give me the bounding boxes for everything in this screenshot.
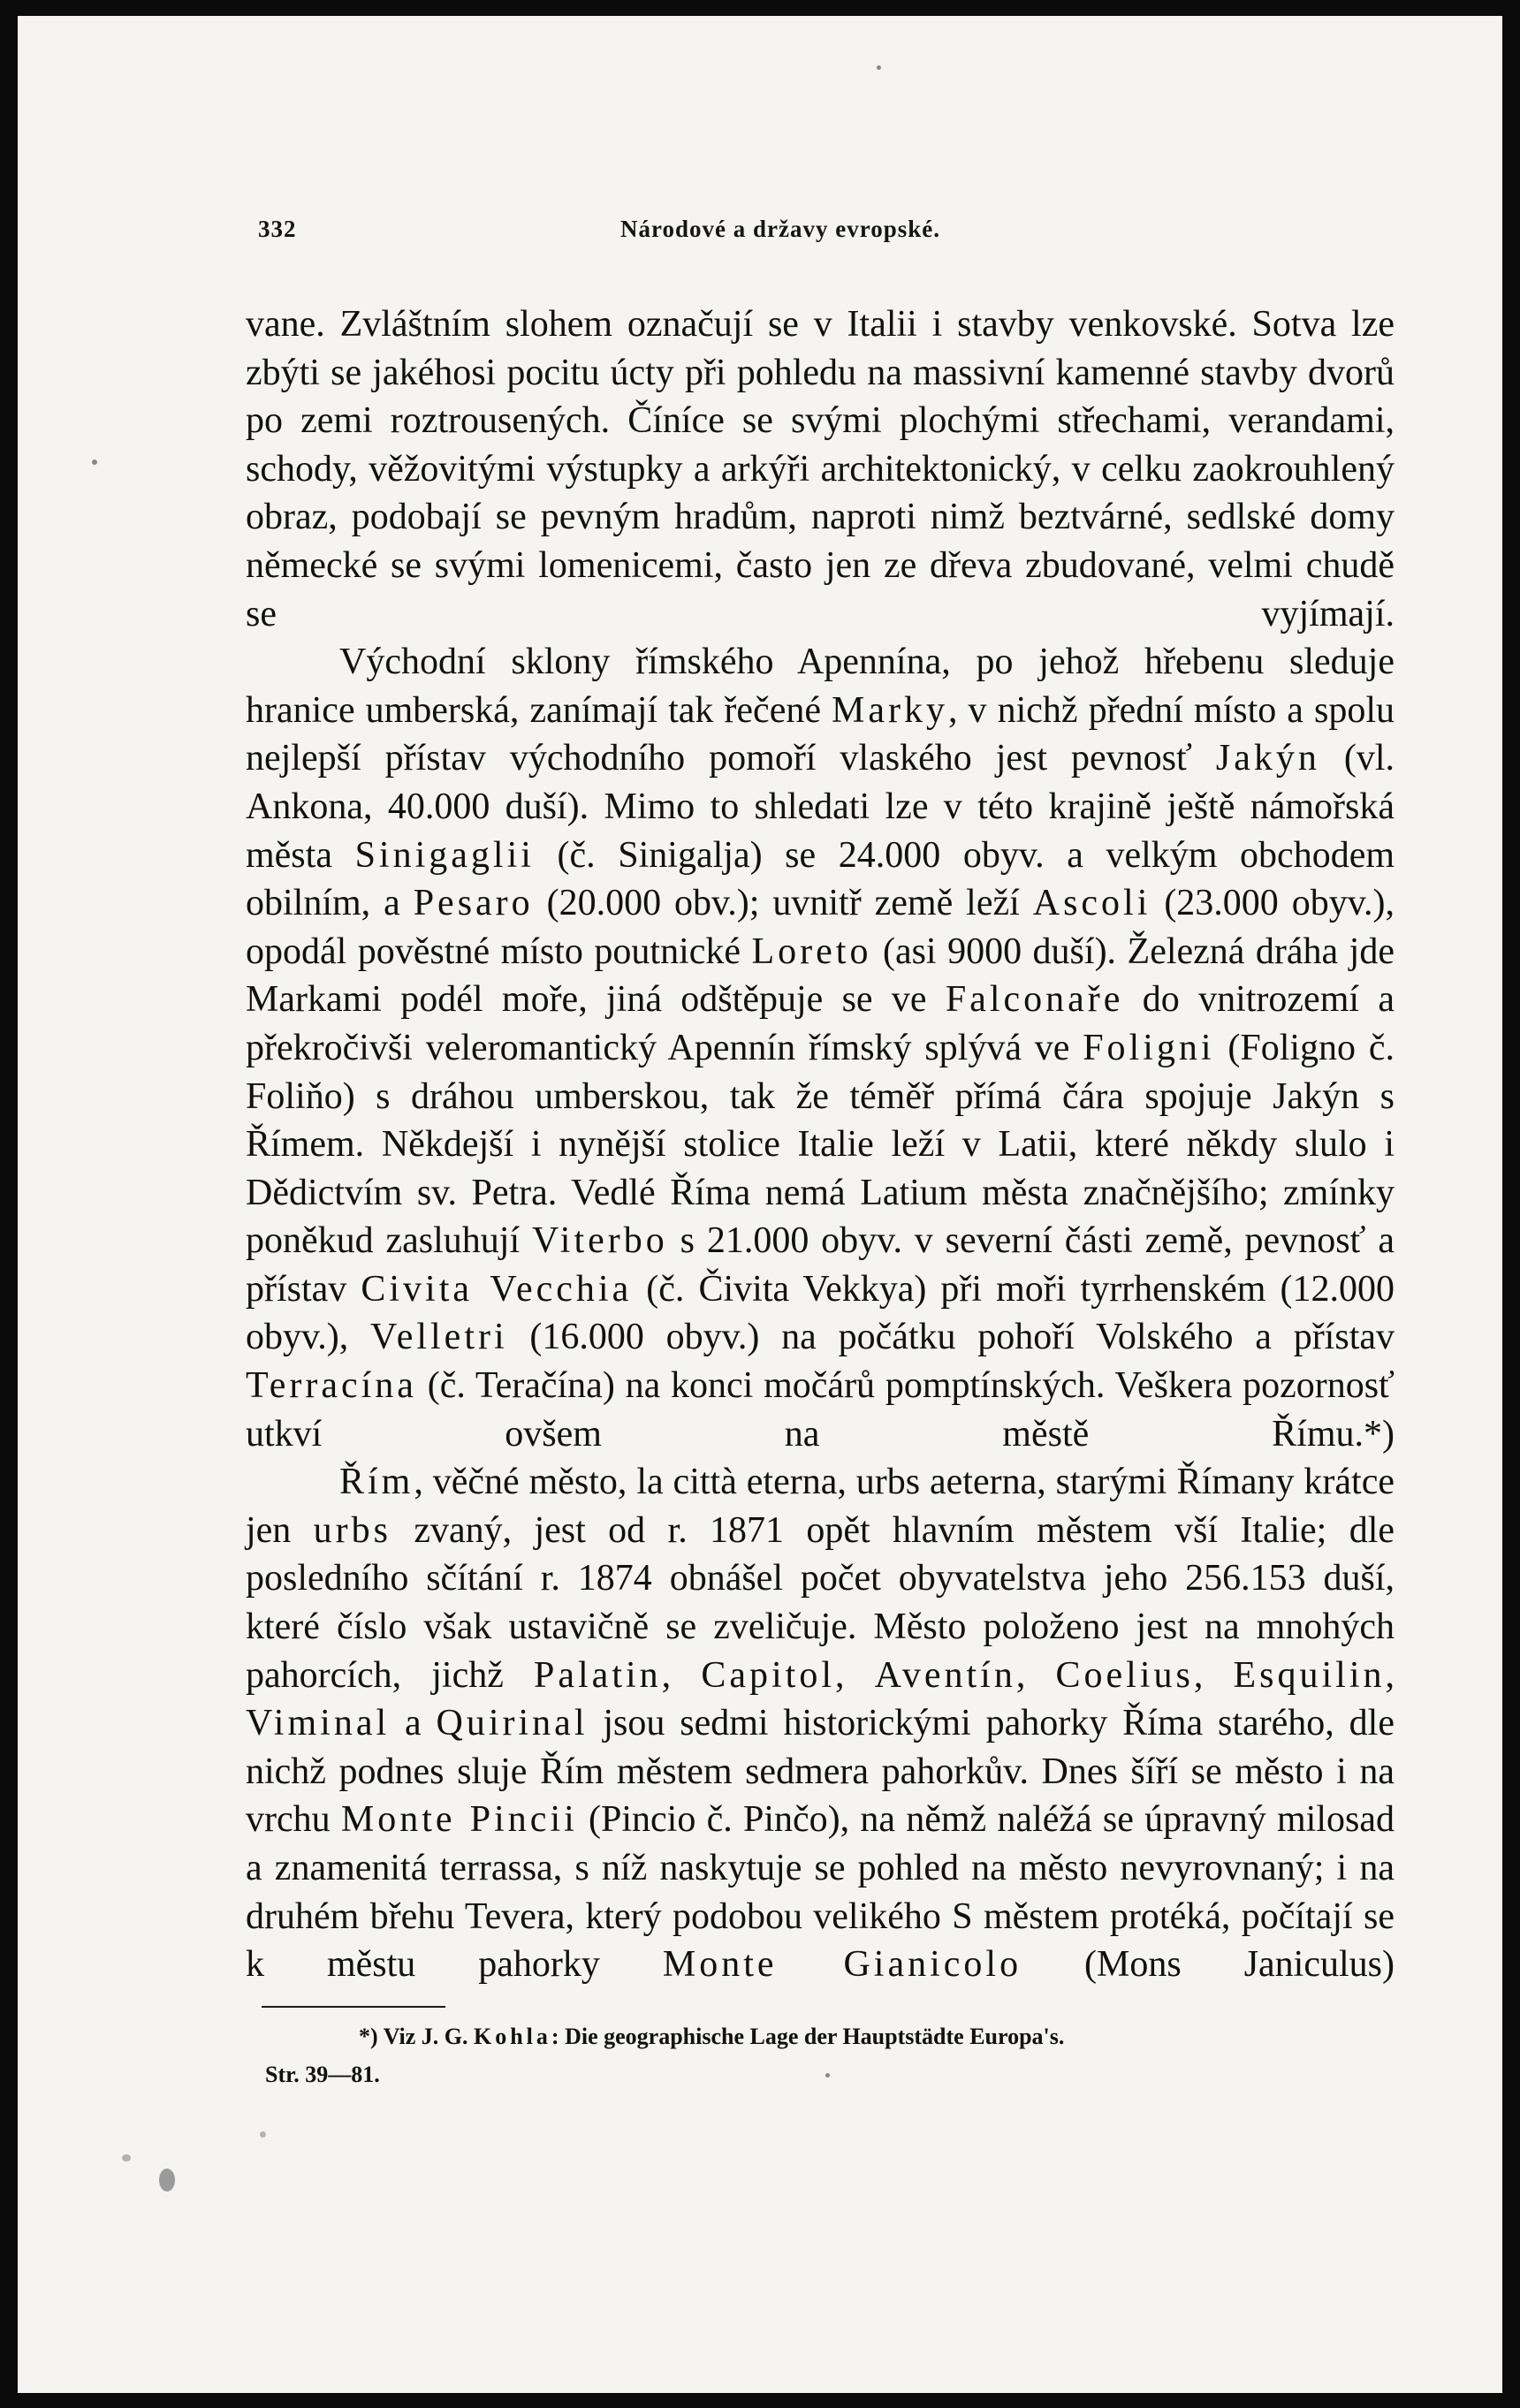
spaced-name: Capitol (701, 1654, 835, 1696)
spaced-name: Aventín (874, 1654, 1016, 1696)
text-run: jsou sedmi historickými pahorky Říma starého, dle nichž podnes sluje Řím městem sedmera pahorkův. Dnes šíří se město i na vrchu (246, 1703, 1395, 1841)
spaced-name: Quirinal (436, 1703, 589, 1744)
spaced-name: Falconaře (945, 979, 1124, 1021)
text-run: s 21.000 obyv. v severní části země, pevnosť a přístav (246, 1220, 1395, 1310)
spaced-name: Palatin (534, 1654, 662, 1696)
text-run: (č. Čivita Vekkya) při moři tyrrhenském (12.000 obyv.), (246, 1268, 1395, 1358)
text-run: , věčné město, la città eterna, urbs aeterna, starými Římany krátce jen (246, 1462, 1395, 1551)
footnote-prefix: *) Viz J. G. (359, 2024, 474, 2049)
spaced-name: Monte Pincii (340, 1799, 578, 1841)
footnote-author: Kohla (474, 2024, 551, 2049)
spaced-name: Marky (832, 689, 949, 731)
paper-speck (122, 2154, 131, 2161)
paper-speck (260, 2131, 266, 2138)
text-run: do vnitrozemí a překročivši veleromantický Apennín římský splývá ve (246, 979, 1395, 1068)
text-run: zvaný, jest od r. 1871 opět hlavním městem vší Italie; dle posledního sčítání r. 1874 obnášel počet obyvatelstva jeho 256.153 duší, které číslo však ustavičně se zveličuje. Město položeno jest na mnohých pahorcích, jichž (246, 1509, 1395, 1696)
spaced-name: Foligni (1083, 1027, 1215, 1068)
spaced-name: Sinigaglii (354, 834, 535, 876)
spaced-name: Řím (339, 1462, 414, 1503)
text-run: (asi 9000 duší). Železná dráha jde Markami podél moře, jiná odštěpuje se ve (246, 931, 1395, 1021)
spaced-name: Loreto (751, 931, 872, 972)
body-text (246, 300, 1395, 1989)
footnote (265, 2017, 1366, 2093)
spaced-name: Ascoli (1032, 883, 1151, 924)
text-run: Východní sklony římského Apennína, po jehož hřebenu sleduje hranice umberská, zanímají tak řečené (246, 642, 1395, 731)
paper-speck (159, 2169, 175, 2192)
text-run: , (835, 1654, 875, 1696)
text-run: (Pincio č. Pinčo), na němž naléžá se úpravný milosad a znamenitá terrassa, s níž naskytuje se pohled na město nevyrovnaný; i na druhém břehu Tevera, který podobou velikého S městem protéká, počítají se k městu pahorky (246, 1799, 1395, 1986)
paragraph (246, 300, 1395, 638)
text-run: (20.000 obv.); uvnitř země leží (533, 883, 1033, 924)
text-run: , (1193, 1654, 1234, 1696)
text-run: (Foligno č. Foliňo) s dráhou umberskou, tak že téměř přímá čára spojuje Jakýn s Římem. Někdejší i nynější stolice Italie leží v Latii, které někdy slulo i Dědictvím sv. Petra. Vedlé Říma nemá Latium města značnějšího; zmínky poněkud zasluhují (246, 1027, 1395, 1262)
text-run: vane. Zvláštním slohem označují se v Italii i stavby venkovské. Sotva lze zbýti se jakéhosi pocitu úcty při pohledu na massivní kamenné stavby dvorů po zemi roztrousených. Číníce se svými plochými střechami, verandami, schody, věžovitými výstupky a arkýři architektonický, v celku zaokrouhlený obraz, podobají se pevným hradům, naproti nimž beztvárné, sedlské domy německé se svými lomenicemi, často jen ze dřeva zbudované, velmi chudě se vyjímají. (246, 304, 1395, 634)
text-run: , v nichž přední místo a spolu nejlepší přístav východního pomoří vlaského jest pevnosť (246, 689, 1395, 779)
footnote-pages: Str. 39—81. (265, 2062, 380, 2087)
text-run: (č. Sinigalja) se 24.000 obyv. a velkým obchodem obilním, a (246, 834, 1395, 924)
text-run: a (390, 1703, 437, 1744)
spaced-name: Civita Vecchia (361, 1268, 633, 1310)
text-run: , (661, 1654, 702, 1696)
text-run: (vl. Ankona, 40.000 duší). Mimo to shledati lze v této krajině ještě námořská města (246, 738, 1395, 876)
spaced-name: Coelius (1055, 1654, 1194, 1696)
paper-speck (877, 65, 881, 70)
spaced-name: urbs (313, 1509, 392, 1551)
paper-speck (92, 460, 97, 465)
spaced-name: Esquilin (1233, 1654, 1386, 1696)
text-run: (Mons Janiculus) (1022, 1944, 1395, 1986)
text-run: (č. Teračína) na konci močárů pomptínských. Veškera pozornosť utkví ovšem na městě Římu.*) (246, 1365, 1395, 1455)
paragraph (246, 1458, 1395, 1989)
footnote-citation (265, 2017, 1366, 2055)
footnote-suffix: : Die geographische Lage der Hauptstädte Europa's. (551, 2024, 1065, 2049)
footnote-divider (262, 2006, 445, 2008)
running-title: Národové a državy evropské. (620, 216, 940, 242)
text-run: (16.000 obyv.) na počátku pohoří Volského a přístav (507, 1317, 1395, 1358)
spaced-name: Terracína (246, 1365, 417, 1407)
text-run: (23.000 obyv.), opodál pověstné místo poutnické (246, 883, 1395, 972)
spaced-name: Viterbo (531, 1220, 668, 1262)
page-header (258, 216, 1030, 254)
spaced-name: Jakýn (1215, 738, 1320, 779)
text-run: , (1015, 1654, 1056, 1696)
spaced-name: Pesaro (413, 883, 534, 924)
paragraph (246, 638, 1395, 1458)
spaced-name: Velletri (370, 1317, 508, 1358)
spaced-name: Monte Gianicolo (662, 1944, 1022, 1986)
page-number: 332 (258, 216, 297, 242)
paper-speck (825, 2073, 830, 2078)
spaced-name: Viminal (246, 1703, 391, 1744)
book-page (18, 16, 1502, 2393)
text-run: , (1385, 1654, 1395, 1696)
